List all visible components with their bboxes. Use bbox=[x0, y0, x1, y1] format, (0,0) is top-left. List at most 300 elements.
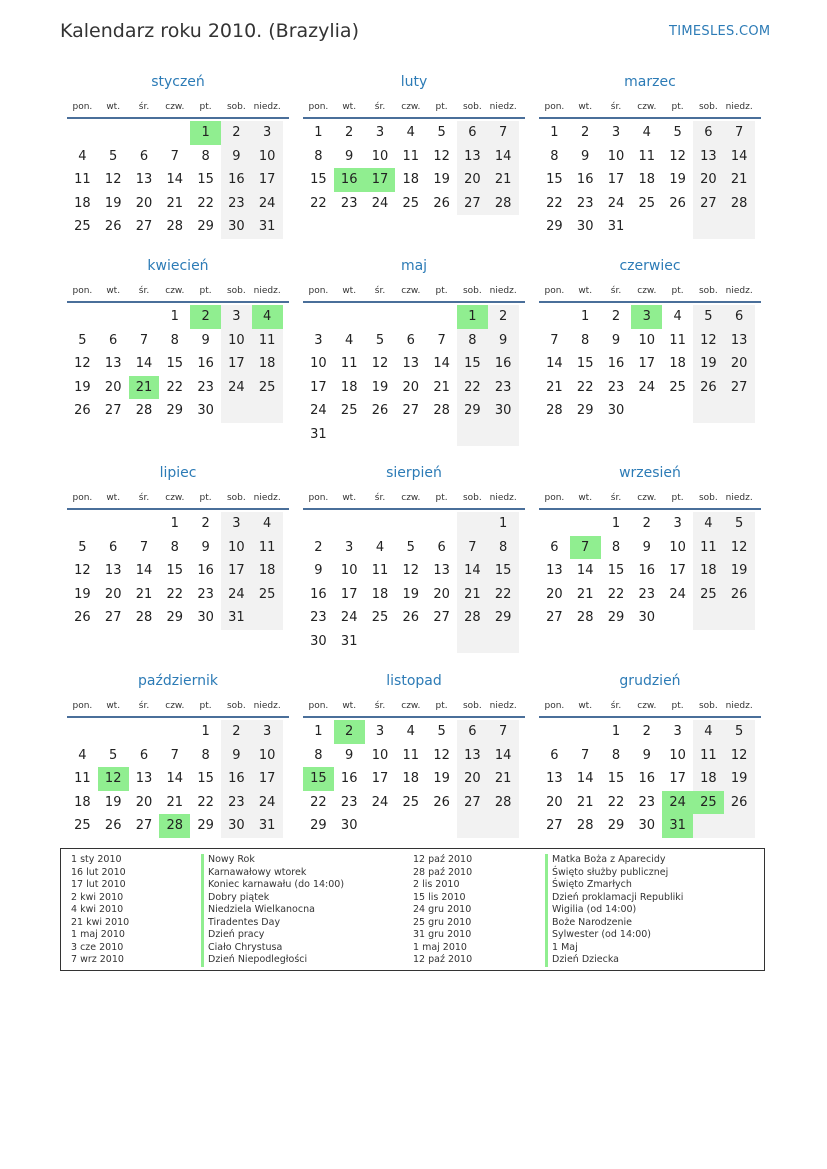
day-cell: 26 bbox=[371, 403, 389, 418]
day-cell: 25 bbox=[252, 583, 283, 607]
day-cell: 10 bbox=[221, 536, 252, 560]
holiday-date: 12 paź 2010 bbox=[413, 954, 473, 965]
weekday-label: śr. bbox=[374, 286, 386, 296]
holiday-name: Karnawałowy wtorek bbox=[201, 867, 344, 880]
day-cell: 20 bbox=[546, 586, 563, 602]
weekday-label: śr. bbox=[374, 102, 386, 112]
day-cell: 20 bbox=[693, 168, 724, 192]
weekday-label: wt. bbox=[578, 102, 593, 112]
day-cell: 4 bbox=[252, 512, 283, 536]
day-cell: 24 bbox=[221, 583, 252, 607]
day-cell: 11 bbox=[340, 356, 358, 371]
day-cell: 5 bbox=[109, 148, 118, 164]
day-cell: 19 bbox=[74, 586, 91, 602]
day-cell: 27 bbox=[457, 192, 488, 216]
weekday-header bbox=[67, 492, 289, 510]
day-cell: 2 bbox=[642, 724, 651, 739]
weekday-label: sob. bbox=[698, 286, 718, 296]
month-name: listopad bbox=[386, 673, 442, 689]
day-cell: 12 bbox=[402, 563, 420, 578]
day-cell: 10 bbox=[607, 148, 625, 164]
day-cell: 29 bbox=[488, 606, 519, 630]
day-cell: 19 bbox=[669, 172, 686, 187]
day-cell: 15 bbox=[457, 352, 488, 376]
day-cell: 2 bbox=[221, 720, 252, 744]
day-cell: 26 bbox=[104, 818, 122, 833]
weekday-label: pt. bbox=[671, 102, 684, 112]
day-cell: 16 bbox=[197, 563, 214, 578]
day-cell: 13 bbox=[693, 145, 724, 169]
day-cell: 27 bbox=[104, 610, 122, 625]
day-cell: 9 bbox=[581, 148, 590, 164]
day-grid bbox=[303, 121, 525, 215]
weekday-label: niedz. bbox=[253, 102, 281, 112]
day-cell: 31 bbox=[252, 215, 283, 239]
day-cell: 12 bbox=[433, 747, 450, 763]
day-cell: 6 bbox=[724, 305, 755, 329]
day-cell: 6 bbox=[437, 539, 446, 555]
day-cell: 10 bbox=[252, 145, 283, 169]
day-cell: 17 bbox=[340, 586, 358, 602]
day-cell-empty bbox=[395, 305, 426, 329]
day-cell: 18 bbox=[669, 356, 686, 371]
day-cell: 8 bbox=[550, 148, 559, 164]
day-cell: 7 bbox=[139, 539, 149, 555]
day-cell: 26 bbox=[402, 610, 420, 625]
day-cell: 26 bbox=[74, 610, 91, 625]
day-cell: 29 bbox=[607, 818, 625, 833]
day-cell: 21 bbox=[488, 168, 519, 192]
day-cell: 15 bbox=[546, 172, 563, 187]
day-grid bbox=[67, 121, 289, 239]
day-cell: 1 bbox=[190, 121, 221, 145]
day-cell: 24 bbox=[221, 376, 252, 400]
day-grid bbox=[303, 305, 525, 446]
day-cell: 26 bbox=[74, 403, 91, 418]
weekday-label: niedz. bbox=[489, 493, 517, 503]
weekday-label: pon. bbox=[308, 493, 329, 503]
weekday-header bbox=[67, 285, 289, 303]
day-cell: 6 bbox=[139, 148, 149, 164]
day-cell: 21 bbox=[576, 586, 594, 602]
day-cell: 15 bbox=[607, 771, 625, 786]
day-cell: 30 bbox=[488, 399, 519, 423]
holiday-names-column-right bbox=[545, 854, 683, 967]
day-grid bbox=[303, 720, 525, 838]
weekday-label: czw. bbox=[165, 493, 185, 503]
day-cell: 5 bbox=[724, 512, 755, 536]
day-cell: 22 bbox=[310, 794, 327, 810]
holiday-name: Dzień pracy bbox=[201, 929, 344, 942]
weekday-label: pt. bbox=[435, 286, 448, 296]
day-cell-empty bbox=[488, 814, 519, 838]
weekday-label: sob. bbox=[698, 102, 718, 112]
day-cell: 11 bbox=[693, 744, 724, 768]
day-cell-empty bbox=[693, 814, 724, 838]
weekday-label: wt. bbox=[342, 701, 357, 711]
day-cell: 21 bbox=[129, 376, 160, 400]
day-cell: 23 bbox=[221, 791, 252, 815]
day-cell: 27 bbox=[724, 376, 755, 400]
day-cell: 12 bbox=[74, 356, 91, 371]
day-cell: 9 bbox=[314, 563, 323, 578]
weekday-label: niedz. bbox=[253, 286, 281, 296]
day-cell: 18 bbox=[638, 172, 656, 187]
day-cell: 14 bbox=[135, 563, 153, 578]
holiday-date: 2 kwi 2010 bbox=[71, 891, 124, 903]
day-cell: 4 bbox=[78, 148, 87, 164]
day-cell: 30 bbox=[638, 610, 656, 625]
day-cell: 24 bbox=[371, 794, 389, 810]
weekday-label: pt. bbox=[435, 701, 448, 711]
day-cell: 23 bbox=[340, 794, 358, 810]
day-cell: 26 bbox=[104, 219, 122, 234]
day-cell: 30 bbox=[638, 818, 656, 833]
day-cell: 5 bbox=[437, 724, 446, 739]
weekday-label: pon. bbox=[544, 102, 565, 112]
weekday-label: śr. bbox=[374, 493, 386, 503]
day-cell: 22 bbox=[546, 195, 563, 211]
day-cell-empty bbox=[539, 720, 570, 744]
weekday-label: niedz. bbox=[489, 286, 517, 296]
day-cell: 9 bbox=[221, 744, 252, 768]
month-calendar bbox=[67, 257, 289, 423]
weekday-label: niedz. bbox=[725, 701, 753, 711]
day-cell: 13 bbox=[724, 329, 755, 353]
day-cell: 14 bbox=[457, 559, 488, 583]
day-cell: 9 bbox=[345, 148, 354, 164]
site-link[interactable]: TIMESLES.COM bbox=[669, 24, 771, 39]
day-cell: 6 bbox=[550, 747, 559, 763]
day-cell: 22 bbox=[197, 195, 214, 211]
day-cell: 1 bbox=[314, 724, 323, 739]
day-cell: 25 bbox=[252, 376, 283, 400]
day-cell: 26 bbox=[433, 195, 450, 211]
day-cell: 13 bbox=[546, 771, 563, 786]
holiday-date: 25 gru 2010 bbox=[413, 916, 472, 928]
day-cell: 20 bbox=[546, 794, 563, 810]
day-cell: 28 bbox=[166, 219, 184, 234]
day-cell: 2 bbox=[334, 720, 365, 744]
day-cell-empty bbox=[129, 121, 160, 145]
day-cell: 7 bbox=[724, 121, 755, 145]
day-cell: 28 bbox=[576, 818, 594, 833]
day-cell: 19 bbox=[724, 767, 755, 791]
day-cell: 28 bbox=[488, 791, 519, 815]
day-cell: 24 bbox=[371, 195, 389, 211]
day-cell-empty bbox=[631, 399, 662, 423]
day-cell: 31 bbox=[607, 219, 625, 234]
day-grid bbox=[539, 720, 761, 838]
day-cell: 30 bbox=[197, 403, 214, 418]
day-cell: 19 bbox=[74, 379, 91, 395]
day-cell: 28 bbox=[546, 403, 563, 418]
day-cell: 19 bbox=[104, 195, 122, 211]
weekday-header bbox=[539, 285, 761, 303]
day-cell: 10 bbox=[669, 539, 686, 555]
day-cell: 1 bbox=[457, 305, 488, 329]
day-cell: 17 bbox=[669, 771, 686, 786]
day-cell: 31 bbox=[221, 606, 252, 630]
day-cell: 24 bbox=[252, 791, 283, 815]
day-cell: 30 bbox=[340, 818, 358, 833]
day-cell: 16 bbox=[607, 356, 625, 371]
day-cell: 8 bbox=[488, 536, 519, 560]
day-cell-empty bbox=[365, 305, 396, 329]
day-cell: 5 bbox=[437, 125, 446, 140]
day-cell: 22 bbox=[457, 376, 488, 400]
day-cell: 2 bbox=[345, 125, 354, 140]
day-grid bbox=[539, 305, 761, 423]
day-cell: 1 bbox=[170, 309, 179, 324]
day-cell: 9 bbox=[642, 539, 651, 555]
weekday-label: śr. bbox=[610, 701, 622, 711]
day-cell: 23 bbox=[607, 379, 625, 395]
weekday-header bbox=[539, 700, 761, 718]
day-cell: 11 bbox=[252, 536, 283, 560]
day-cell: 20 bbox=[433, 586, 450, 602]
weekday-label: niedz. bbox=[489, 102, 517, 112]
day-cell: 28 bbox=[724, 192, 755, 216]
weekday-label: niedz. bbox=[489, 701, 517, 711]
weekday-label: pon. bbox=[72, 493, 93, 503]
day-cell: 1 bbox=[488, 512, 519, 536]
day-cell-empty bbox=[488, 423, 519, 447]
day-cell: 14 bbox=[488, 744, 519, 768]
day-cell: 16 bbox=[576, 172, 594, 187]
weekday-label: pt. bbox=[199, 102, 212, 112]
day-cell: 3 bbox=[252, 720, 283, 744]
month-name: styczeń bbox=[151, 74, 205, 90]
holiday-date: 12 paź 2010 bbox=[413, 854, 473, 865]
day-cell: 7 bbox=[170, 148, 179, 164]
day-cell: 24 bbox=[310, 403, 327, 418]
day-cell: 13 bbox=[104, 356, 122, 371]
holiday-name: Dzień proklamacji Republiki bbox=[545, 892, 683, 905]
holiday-name: Wigilia (od 14:00) bbox=[545, 904, 683, 917]
day-cell-empty bbox=[334, 423, 365, 447]
day-cell: 12 bbox=[433, 148, 450, 164]
day-cell: 4 bbox=[406, 125, 415, 140]
day-cell-empty bbox=[303, 305, 334, 329]
day-cell: 12 bbox=[104, 172, 122, 187]
day-cell: 26 bbox=[724, 583, 755, 607]
day-cell: 2 bbox=[314, 539, 323, 555]
day-cell: 13 bbox=[104, 563, 122, 578]
weekday-label: wt. bbox=[106, 286, 121, 296]
day-cell-empty bbox=[365, 630, 396, 654]
day-cell: 28 bbox=[135, 403, 153, 418]
day-cell: 23 bbox=[638, 794, 656, 810]
day-cell: 12 bbox=[724, 536, 755, 560]
day-cell: 24 bbox=[340, 610, 358, 625]
day-cell: 14 bbox=[433, 356, 450, 371]
weekday-label: niedz. bbox=[725, 286, 753, 296]
month-calendar bbox=[67, 73, 289, 239]
month-calendar bbox=[303, 73, 525, 215]
day-cell: 8 bbox=[201, 148, 210, 164]
day-cell: 25 bbox=[74, 219, 91, 234]
day-grid bbox=[303, 512, 525, 653]
day-cell: 18 bbox=[74, 195, 91, 211]
weekday-label: czw. bbox=[401, 493, 421, 503]
day-cell-empty bbox=[724, 399, 755, 423]
holiday-name: Matka Boża z Aparecidy bbox=[545, 854, 683, 867]
day-cell: 7 bbox=[437, 332, 446, 348]
day-cell: 5 bbox=[406, 539, 415, 555]
weekday-label: sob. bbox=[226, 493, 246, 503]
holiday-name: Niedziela Wielkanocna bbox=[201, 904, 344, 917]
weekday-label: sob. bbox=[462, 493, 482, 503]
day-cell: 18 bbox=[693, 559, 724, 583]
holiday-name: Ciało Chrystusa bbox=[201, 942, 344, 955]
day-cell-empty bbox=[724, 215, 755, 239]
day-cell: 8 bbox=[457, 329, 488, 353]
day-cell-empty bbox=[303, 512, 334, 536]
day-cell: 22 bbox=[607, 794, 625, 810]
day-cell-empty bbox=[334, 512, 365, 536]
day-cell: 17 bbox=[252, 168, 283, 192]
day-cell: 9 bbox=[201, 332, 210, 348]
weekday-label: czw. bbox=[637, 493, 657, 503]
day-cell: 20 bbox=[104, 379, 122, 395]
day-cell-empty bbox=[129, 512, 160, 536]
day-grid bbox=[539, 512, 761, 630]
day-cell: 4 bbox=[693, 512, 724, 536]
day-cell: 22 bbox=[576, 379, 594, 395]
weekday-label: pon. bbox=[544, 493, 565, 503]
weekday-label: niedz. bbox=[725, 102, 753, 112]
day-cell: 9 bbox=[221, 145, 252, 169]
day-cell-empty bbox=[365, 814, 396, 838]
day-cell: 10 bbox=[221, 329, 252, 353]
day-cell: 25 bbox=[74, 818, 91, 833]
holiday-list bbox=[60, 848, 765, 971]
day-cell: 5 bbox=[673, 125, 682, 140]
weekday-label: czw. bbox=[637, 701, 657, 711]
day-cell: 6 bbox=[550, 539, 559, 555]
weekday-label: sob. bbox=[462, 701, 482, 711]
day-cell: 28 bbox=[576, 610, 594, 625]
day-cell: 18 bbox=[402, 172, 420, 187]
day-cell: 1 bbox=[201, 724, 210, 739]
day-cell: 17 bbox=[221, 352, 252, 376]
page-title: Kalendarz roku 2010. (Brazylia) bbox=[60, 20, 359, 42]
day-cell: 11 bbox=[74, 172, 91, 187]
day-cell: 29 bbox=[166, 403, 184, 418]
day-cell: 7 bbox=[170, 747, 179, 763]
day-cell-empty bbox=[252, 399, 283, 423]
day-cell-empty bbox=[98, 720, 129, 744]
day-cell-empty bbox=[67, 512, 98, 536]
weekday-header bbox=[539, 492, 761, 510]
day-cell: 1 bbox=[170, 516, 179, 531]
day-cell: 3 bbox=[252, 121, 283, 145]
day-cell: 27 bbox=[457, 791, 488, 815]
month-name: maj bbox=[400, 258, 428, 274]
day-cell: 8 bbox=[611, 539, 621, 555]
day-cell: 7 bbox=[457, 536, 488, 560]
day-cell: 16 bbox=[334, 168, 365, 192]
day-cell: 8 bbox=[314, 148, 323, 164]
day-cell: 3 bbox=[631, 305, 662, 329]
weekday-label: pon. bbox=[544, 701, 565, 711]
day-cell-empty bbox=[334, 305, 365, 329]
day-cell: 15 bbox=[488, 559, 519, 583]
day-cell: 11 bbox=[669, 332, 686, 348]
day-cell: 5 bbox=[724, 720, 755, 744]
day-cell: 21 bbox=[135, 586, 153, 602]
day-cell: 17 bbox=[669, 563, 686, 578]
day-cell: 27 bbox=[546, 818, 563, 833]
day-cell: 11 bbox=[638, 148, 656, 164]
day-cell: 4 bbox=[345, 332, 354, 348]
weekday-label: śr. bbox=[374, 701, 386, 711]
day-cell: 28 bbox=[488, 192, 519, 216]
day-cell-empty bbox=[395, 423, 426, 447]
weekday-label: wt. bbox=[578, 701, 593, 711]
day-cell-empty bbox=[724, 606, 755, 630]
day-cell: 16 bbox=[638, 563, 656, 578]
weekday-label: pt. bbox=[199, 701, 212, 711]
day-cell: 15 bbox=[303, 767, 334, 791]
day-cell: 26 bbox=[433, 794, 450, 810]
day-cell: 11 bbox=[371, 563, 389, 578]
holiday-name: 1 Maj bbox=[545, 942, 683, 955]
month-calendar bbox=[539, 672, 761, 838]
weekday-label: sob. bbox=[226, 102, 246, 112]
weekday-header bbox=[303, 285, 525, 303]
day-cell: 15 bbox=[197, 172, 214, 187]
day-cell: 2 bbox=[581, 125, 590, 140]
day-cell: 3 bbox=[345, 539, 354, 555]
day-cell: 27 bbox=[693, 192, 724, 216]
weekday-header bbox=[67, 700, 289, 718]
weekday-label: pon. bbox=[72, 701, 93, 711]
day-cell: 29 bbox=[576, 403, 594, 418]
day-cell: 23 bbox=[197, 586, 214, 602]
day-cell: 9 bbox=[201, 539, 210, 555]
day-cell: 9 bbox=[345, 747, 354, 763]
day-cell: 2 bbox=[221, 121, 252, 145]
day-cell: 7 bbox=[488, 121, 519, 145]
month-calendar bbox=[67, 464, 289, 630]
day-cell-empty bbox=[159, 121, 190, 145]
day-cell: 3 bbox=[673, 516, 682, 531]
day-cell: 11 bbox=[252, 329, 283, 353]
day-cell: 17 bbox=[310, 379, 327, 395]
weekday-label: sob. bbox=[226, 701, 246, 711]
day-cell-empty bbox=[98, 512, 129, 536]
day-cell: 4 bbox=[406, 724, 415, 739]
day-cell: 14 bbox=[724, 145, 755, 169]
day-cell: 20 bbox=[457, 168, 488, 192]
holiday-dates-column-left bbox=[71, 854, 129, 967]
day-cell: 6 bbox=[109, 539, 118, 555]
day-cell: 14 bbox=[135, 356, 153, 371]
day-cell: 7 bbox=[550, 332, 559, 348]
day-cell: 17 bbox=[607, 172, 625, 187]
month-name: październik bbox=[138, 673, 218, 689]
day-cell: 29 bbox=[197, 818, 214, 833]
day-cell: 27 bbox=[135, 818, 153, 833]
day-cell-empty bbox=[129, 305, 160, 329]
day-cell: 22 bbox=[310, 195, 327, 211]
day-cell: 29 bbox=[607, 610, 625, 625]
day-cell: 16 bbox=[221, 168, 252, 192]
day-cell: 23 bbox=[310, 610, 327, 625]
weekday-label: pon. bbox=[544, 286, 565, 296]
